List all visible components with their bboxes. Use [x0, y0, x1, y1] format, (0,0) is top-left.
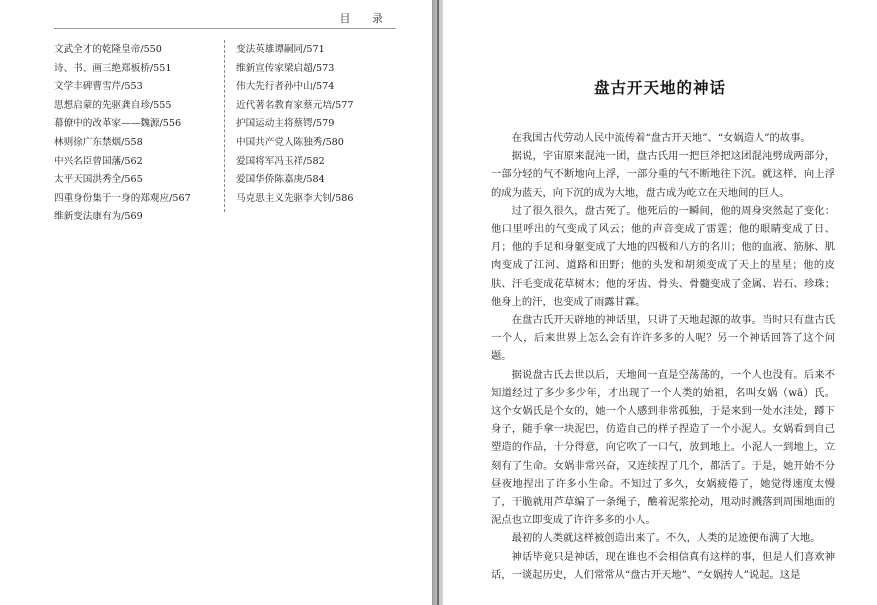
toc-entry[interactable]: 诗、书、画三绝郑板桥/551 [54, 62, 172, 74]
paragraph: 在我国古代劳动人民中流传着“盘古开天地”、“女娲造人”的故事。 [511, 132, 811, 144]
toc-entry[interactable]: 四重身份集于一身的郑观应/567 [54, 192, 191, 204]
toc-entry[interactable]: 护国运动主将蔡锷/579 [236, 118, 335, 130]
toc-entry[interactable]: 维新变法康有为/569 [54, 211, 143, 223]
left-page [0, 0, 432, 605]
toc-entry[interactable]: 文武全才的乾隆皇帝/550 [54, 44, 162, 55]
toc-entry[interactable]: 近代著名教育家蔡元培/577 [236, 99, 354, 111]
paragraph: 最初的人类就这样被创造出来了。不久，人类的足迹便布满了大地。 [511, 532, 821, 545]
paragraph: 据说，宇宙原来混沌一团，盘古氏用一把巨斧把这团混沌劈成两部分，一部分轻的气不断地向上浮，一部分重的气不断地往下沉。就这样，向上浮的成为蓝天，向下沉的成为大地，盘古成为屹立在天地间的巨人。 [491, 150, 835, 199]
chapter-title: 盘古开天地的神话 [593, 79, 726, 97]
paragraph: 过了很久很久，盘古死了。他死后的一瞬间，他的周身突然起了变化：他口里呼出的气变成了风云；他的声音变成了雷霆；他的眼睛变成了日、月；他的手足和身躯变成了大地的四极和八方的名川；他的血液、筋脉、肌肉变成了江河、道路和田野；他的头发和胡须变成了天上的星星；他的皮肤、汗毛变成花草树木；他的牙齿、骨头、骨髓变成了金属、岩石、珍珠；他身上的汗，也变成了雨露甘霖。 [491, 204, 835, 308]
right-page [443, 0, 877, 605]
toc-entry[interactable]: 爱国华侨陈嘉庚/584 [236, 174, 325, 186]
running-header: 目 录 [339, 12, 392, 25]
toc-column-divider [224, 40, 225, 212]
toc-entry[interactable]: 中国共产党人陈独秀/580 [236, 136, 344, 148]
toc-column-2 [236, 41, 353, 208]
toc-entry[interactable]: 文学丰碑曹雪芹/553 [54, 81, 143, 93]
book-spine-line [437, 0, 439, 605]
toc-column-1 [54, 41, 191, 227]
toc-entry[interactable]: 马克思主义先驱李大钊/586 [236, 192, 354, 204]
article-body [491, 129, 835, 584]
paragraph: 在盘古氏开天辟地的神话里，只讲了天地起源的故事。当时只有盘古氏一个人，后来世界上怎么会有许许多多的人呢？另一个神话回答了这个问题。 [491, 314, 835, 363]
toc-entry[interactable]: 维新宣传家梁启超/573 [236, 62, 335, 74]
toc-entry[interactable]: 幕僚中的改革家——魏源/556 [54, 118, 182, 130]
paragraph: 据说盘古氏去世以后，天地间一直是空荡荡的，一个人也没有。后来不知道经过了多少多少年，才出现了一个人类的始祖，名叫女娲（wā）氏。这个女娲氏是个女的，她一个人感到非常孤独，于是来到一处水洼处，蹲下身子，随手拿一块泥巴，仿造自己的样子捏造了一个小泥人。女娲看到自己塑造的作品，十分得意，向它吹了一口气，放到地上。小泥人一到地上，立刻有了生命。女娲非常兴奋，又连续捏了几个，都活了。于是，她开始不分昼夜地捏出了许多小生命。不知过了多久，女娲疲倦了，她觉得速度太慢了，干脆就用芦草编了一条绳子，醮着泥浆抡动，甩动时溅落到周围地面的泥点也立即变成了许许多多的小人。 [491, 368, 835, 527]
toc-entry[interactable]: 爱国将军冯玉祥/582 [236, 155, 325, 167]
toc-entry[interactable]: 中兴名臣曾国藩/562 [54, 155, 143, 167]
toc-entry[interactable]: 伟大先行者孙中山/574 [236, 81, 335, 93]
toc-entry[interactable]: 变法英雄谭嗣同/571 [236, 44, 325, 55]
toc-entry[interactable]: 思想启蒙的先驱龚自珍/555 [54, 99, 172, 111]
toc-entry[interactable]: 林则徐广东禁烟/558 [54, 136, 143, 148]
paragraph: 神话毕竟只是神话，现在谁也不会相信真有这样的事，但是人们喜欢神话，一谈起历史，人们常常从“盘古开天地”、“女娲抟人”说起。这是 [491, 550, 835, 581]
header-rule [54, 28, 396, 29]
toc-entry[interactable]: 太平天国洪秀全/565 [54, 174, 143, 186]
